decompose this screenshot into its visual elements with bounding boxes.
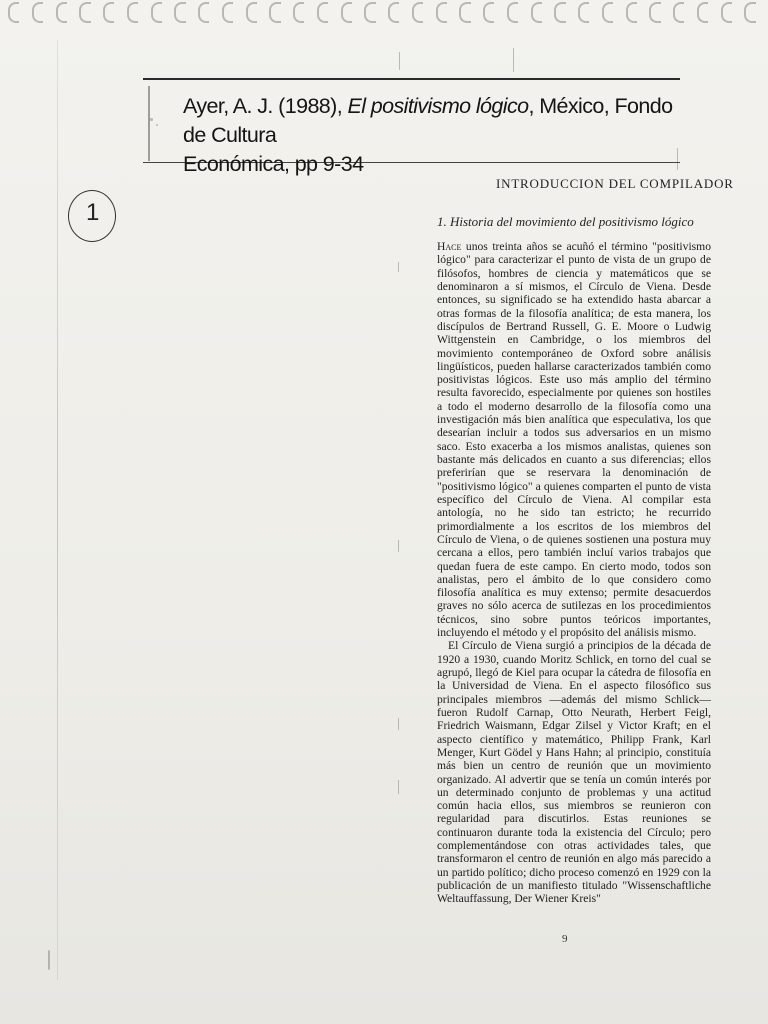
paragraph-1: Hace unos treinta años se acuñó el término "positivismo lógico" para caracterizar el punto de vista de un grupo de filósofos, hombres de ciencia y matemáticos que se denominaron a sí mismos, el Círculo de Viena. Desde entonces, su significado se ha extendido hasta abarcar a otras formas de la filosofía analítica; de esta manera, los discípulos de Bertrand Russell, G. E. Moore o Ludwig Wittgenstein en Cambridge, o los miembros del movimiento contemporáneo de Oxford sobre análisis lingüísticos, pueden hallarse caracterizados también como positivistas lógicos. Este uso más amplio del término resulta favorecido, especialmente por quienes son hostiles a todo el moderno desarrollo de la filosofía como una investigación más bien analítica que especulativa, los que desearían incluir a todos sus adversarios en un mismo saco. Esto exacerba a los mismos analistas, quienes son bastante más delicados en cuanto a sus diferencias; ellos preferirían que se reservara la denominación de "positivismo lógico" a quienes comparten el punto de vista específico del Círculo de Viena. Al compilar esta antología, no he sido tan estricto; he recurrido primordialmente a los escritos de los miembros del Círculo de Viena, o de quienes sostienen una postura muy cercana a ellos, pero también incluí varios trabajos que quedan fuera de este campo. En cierto modo, todos son analistas, pero el ámbito de lo que considero como filosofía analítica es muy extenso; permite desacuerdos graves no sólo acerca de sutilezas en los procedimientos técnicos, sino sobre puntos teóricos importantes, incluyendo el método y el propósito del análisis mismo. (437, 240, 711, 640)
citation (183, 92, 683, 179)
spiral-binding (8, 2, 768, 24)
section-heading: INTRODUCCION DEL COMPILADOR (496, 176, 734, 191)
paragraph-2: El Círculo de Viena surgió a principios de la década de 1920 a 1930, cuando Moritz Schlick, en torno del cual se agrupó, llegó de Kiel para ocupar la cátedra de filosofía en la Universidad de Viena. En el aspecto filosófico sus principales miembros —además del mismo Schlick— fueron Rudolf Carnap, Otto Neurath, Herbert Feigl, Friedrich Waismann, Edgar Zilsel y Victor Kraft; en el aspecto científico y matemático, Philipp Frank, Karl Menger, Kurt Gödel y Hans Hahn; al principio, constituía más bien un centro de reunión que un movimiento organizado. Al advertir que se tenía un común interés por un determinado conjunto de problemas y una actitud común hacia ellos, sus miembros se reunieron con regularidad para discutirlos. Estas reuniones se continuaron durante toda la existencia del Círculo; pero complementándose con otras actividades tales, que transformaron el centro de reunión en algo más parecido a un partido político; dicho proceso comenzó en 1929 con la publicación de un manifiesto titulado "Wissenschaftliche Weltauffassung, Der Wiener Kreis" (437, 639, 711, 906)
body-text (437, 240, 711, 906)
drop-word: Hace (437, 240, 462, 253)
page-number: 9 (562, 933, 568, 945)
citation-line-2: Económica, pp 9-34 (183, 152, 364, 176)
page-edge-shadow (57, 40, 58, 980)
handwritten-circled-number: 1 (68, 190, 116, 242)
subsection-heading: 1. Historia del movimiento del positivismo lógico (437, 214, 694, 229)
citation-line-1: Ayer, A. J. (1988), El positivismo lógico, México, Fondo de Cultura (183, 94, 673, 147)
citation-box (143, 78, 680, 176)
